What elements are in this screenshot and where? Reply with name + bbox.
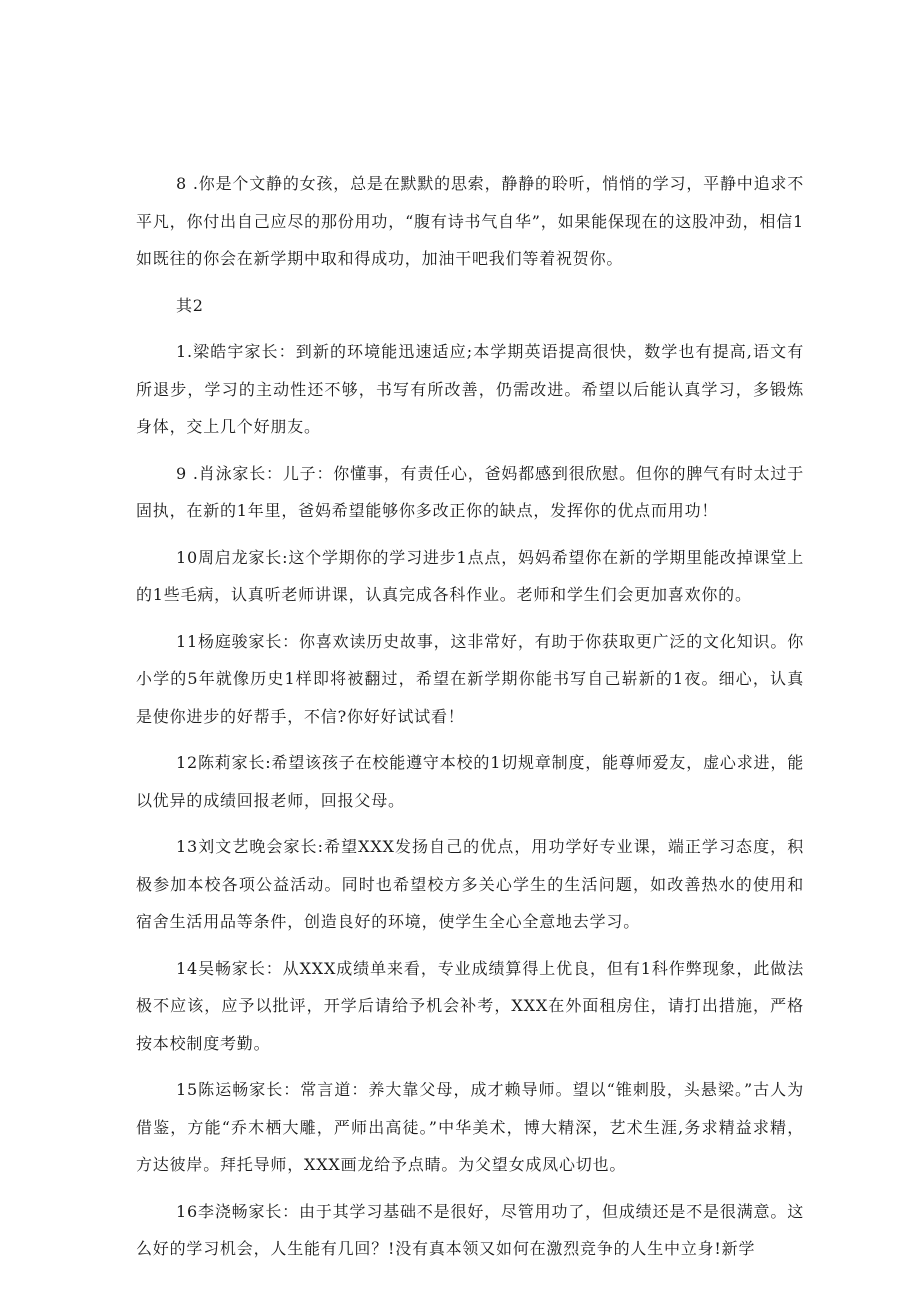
paragraph-8: 8 .你是个文静的女孩，总是在默默的思索，静静的聆听，悄悄的学习，平静中追求不平凡，你付出自己应尽的那份用功，“腹有诗书气自华”，如果能保现在的这股冲劲，相信1如既往的你会在新学期中取和得成功，加油干吧我们等着祝贺你。: [136, 174, 804, 268]
paragraph-15-chen: 15陈运畅家长：常言道：养大靠父母，成才赖导师。望以“锥刺股，头悬梁。”古人为借鉴，方能“乔木栖大雕，严师出高徒。”中华美术，博大精深，艺术生涯,务求精益求精，方达彼岸。拜托导师，XXX画龙给予点睛。为父望女成凤心切也。: [136, 1080, 804, 1174]
paragraph-14-wu: 14吴畅家长：从XXX成绩单来看，专业成绩算得上优良，但有1科作弊现象，此做法极不应该，应予以批评，开学后请给予机会补考，XXX在外面租房住，请打出措施，严格按本校制度考勤。: [136, 958, 804, 1053]
paragraph-1-liang: 1.梁皓宇家长：到新的环境能迅速适应;本学期英语提高很快，数学也有提高,语文有所退步，学习的主动性还不够，书写有所改善，仍需改进。希望以后能认真学习，多锻炼身体，交上几个好朋友。: [136, 342, 804, 436]
section-heading: 其2: [176, 295, 204, 315]
paragraph-10-zhou: 10周启龙家长:这个学期你的学习进步1点点，妈妈希望你在新的学期里能改掉课堂上的1些毛病，认真听老师讲课，认真完成各科作业。老师和学生们会更加喜欢你的。: [136, 547, 804, 604]
paragraph-16-li: 16李浇畅家长：由于其学习基础不是很好，尽管用功了，但成绩还是不是很满意。这么好的学习机会，人生能有几回？!没有真本领又如何在激烈竞争的人生中立身!新学: [136, 1201, 804, 1258]
paragraph-13-liu: 13刘文艺晚会家长:希望XXX发扬自己的优点，用功学好专业课，端正学习态度，积极参加本校各项公益活动。同时也希望校方多关心学生的生活问题，如改善热水的使用和宿舍生活用品等条件，创造良好的环境，使学生全心全意地去学习。: [136, 837, 804, 931]
paragraph-11-yang: 11杨庭骏家长：你喜欢读历史故事，这非常好，有助于你获取更广泛的文化知识。你小学的5年就像历史1样即将被翻过，希望在新学期你能书写自己崭新的1夜。细心，认真是使你进步的好帮手，不信?你好好试试看！: [136, 631, 804, 726]
paragraph-9-xiao: 9 .肖泳家长：儿子：你懂事，有责任心，爸妈都感到很欣慰。但你的脾气有时太过于固执，在新的1年里，爸妈希望能够你多改正你的缺点，发挥你的优点而用功！: [136, 463, 804, 520]
document-body: [136, 165, 804, 1277]
paragraph-12-chen: 12陈莉家长:希望该孩子在校能遵守本校的1切规章制度，能尊师爱友，虚心求进，能以优异的成绩回报老师，回报父母。: [136, 753, 804, 810]
